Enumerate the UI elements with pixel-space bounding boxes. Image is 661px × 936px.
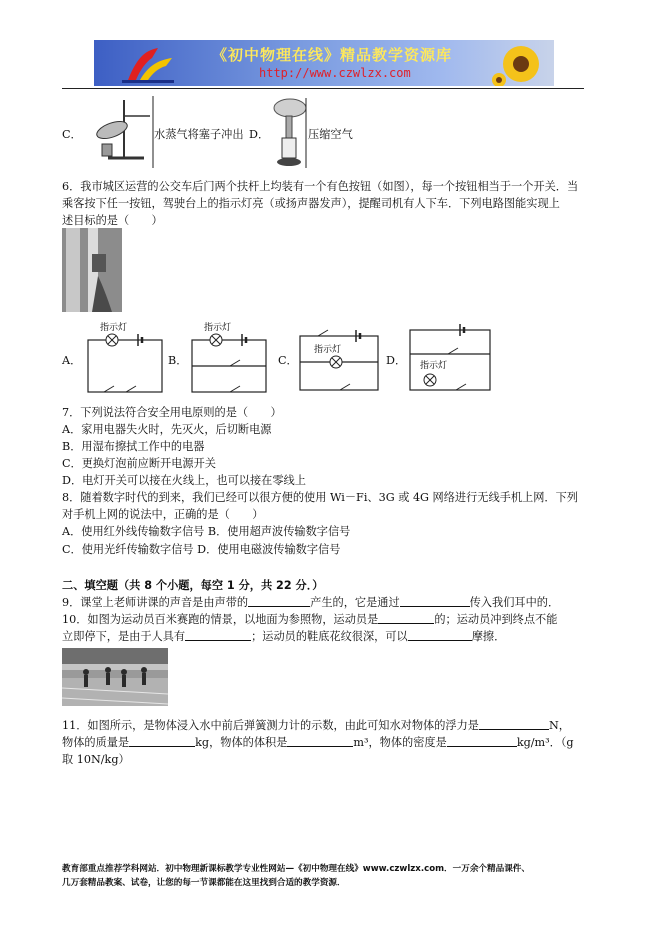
q11-part1: 11．如图所示，是物体浸入水中前后弹簧测力计的示数，由此可知水对物体的浮力是 [62,719,479,732]
sunflower-icon [489,42,553,86]
q7-option-a: A．家用电器失火时，先灭火，后切断电源 [62,423,272,436]
q7-option-d: D．电灯开关可以接在火线上，也可以接在零线上 [62,474,306,487]
q6-option-d-label: D． [386,354,407,367]
footer-line1: 教育部重点推荐学科网站．初中物理新课标教学专业性网站—《初中物理在线》www.czwlzx.com．一万余个精品课件、 [62,864,530,874]
q10-blank-2[interactable] [185,629,251,641]
q6-option-c-label: C． [278,354,298,367]
q11-line2 [62,734,574,750]
q10-part3: 立即停下，是由于人具有 [62,630,186,643]
circuit-b [190,318,270,398]
q7-option-b: B．用湿布擦拭工作中的电器 [62,440,205,453]
q7-option-c: C．更换灯泡前应断开电源开关 [62,457,216,470]
q9-blank-2[interactable] [400,595,470,607]
circuit-d [404,318,494,398]
q9-part3: 传入我们耳中的． [469,596,560,609]
circuit-d-lamp-label: 指示灯 [420,361,448,371]
q7-stem: 7．下列说法符合安全用电原则的是（ ） [62,406,282,419]
q6-line1: 6．我市城区运营的公交车后门两个扶杆上均装有一个有色按钮（如图），每一个按钮相当于一个开关．当 [62,180,579,193]
q11-blank-3[interactable] [287,735,353,747]
circuit-a [86,318,166,398]
circuit-c-lamp-label: 指示灯 [314,345,342,355]
logo-icon [118,44,178,84]
q11-line3: 取 10N/kg） [62,753,130,766]
q8-options-ab: A．使用红外线传输数字信号 B．使用超声波传输数字信号 [62,525,351,538]
q9 [62,594,559,610]
bus-button-photo [62,228,122,312]
q8-line2: 对手机上网的说法中，正确的是（ ） [62,508,264,521]
footer [62,862,602,890]
q11-blank-1[interactable] [479,718,549,730]
q6-option-b-label: B． [168,354,188,367]
q10-part1: 10．如图为运动员百米赛跑的情景，以地面为参照物，运动员是 [62,613,379,626]
q10-line2 [62,628,505,644]
q10-line1 [62,611,557,627]
q11-part5: m³，物体的密度是 [353,736,447,749]
q11-part3: 物体的质量是 [62,736,130,749]
circuit-c [296,318,382,398]
q9-part1: 9．课堂上老师讲课的声音是由声带的 [62,596,249,609]
q9-part2: 产生的，它是通过 [310,596,400,609]
q6-line3: 述目标的是（ ） [62,214,163,227]
q9-blank-1[interactable] [248,595,310,607]
q10-blank-3[interactable] [408,629,472,641]
header-rule [62,88,584,89]
q6-option-a-label: A． [62,354,82,367]
q10-blank-1[interactable] [378,612,434,624]
footer-line2: 几万套精品教案、试卷，让您的每一节课都能在这里找到合适的教学资源． [62,878,346,888]
q11-part2: N， [549,719,570,732]
header-banner [94,40,554,86]
banner-title: 《初中物理在线》精品教学资源库 [212,46,453,64]
sprint-race-photo [62,648,168,706]
q10-part4: ；运动员的鞋底花纹很深，可以 [251,630,408,643]
q6-line2: 乘客按下任一按钮，驾驶台上的指示灯亮（或扬声器发声），提醒司机有人下车．下列电路图能实现上 [62,197,560,210]
q11-part6: kg/m³．（g [516,736,574,749]
q10-part2: 的；运动员冲到终点不能 [434,613,558,626]
section-2-heading: 二、填空题（共 8 个小题，每空 1 分，共 22 分．） [62,579,324,592]
q5-d-label: D． [249,128,270,141]
q5-d-caption: 压缩空气 [308,128,353,141]
q5-c-caption: 水蒸气将塞子冲出 [154,128,244,141]
q11-blank-4[interactable] [447,735,517,747]
circuit-b-lamp-label: 指示灯 [204,323,232,333]
q8-options-cd: C．使用光纤传输数字信号 D．使用电磁波传输数字信号 [62,543,341,556]
circuit-a-lamp-label: 指示灯 [100,323,128,333]
banner-url: http://www.czwlzx.com [259,66,411,80]
q11-part4: kg，物体的体积是 [195,736,288,749]
q11-blank-2[interactable] [129,735,195,747]
steam-cork-figure [88,96,154,168]
q5-c-label: C． [62,128,82,141]
compress-air-figure [268,98,308,168]
q11-line1 [62,717,570,733]
q8-line1: 8．随着数字时代的到来，我们已经可以很方便的使用 Wi－Fi、3G 或 4G 网络进行无线手机上网．下列 [62,491,578,504]
q10-part5: 摩擦． [471,630,506,643]
